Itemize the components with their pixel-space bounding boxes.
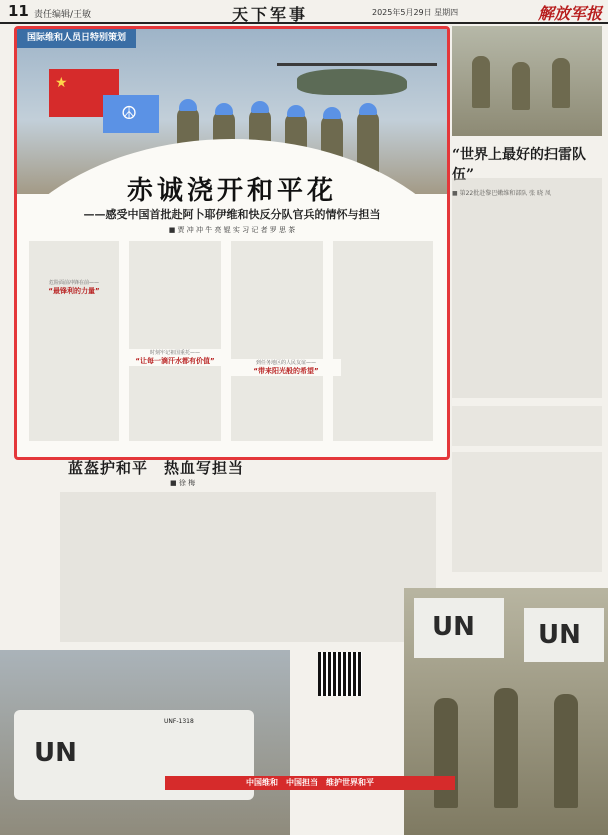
text-column [129, 241, 221, 451]
subhead-text: “最锋利的力量” [48, 287, 100, 295]
page-header [0, 0, 608, 24]
subhead-label: 危险面前冲锋在前—— [48, 280, 99, 286]
vehicle-photo [0, 650, 290, 835]
subhead-1 [29, 279, 119, 296]
subhead-2 [129, 349, 221, 366]
blue-helmet-icon [251, 101, 269, 113]
soldier-figure [472, 56, 490, 108]
qr-code-icon [318, 652, 362, 696]
un-sign [524, 608, 604, 662]
patrol-photo [404, 588, 608, 835]
text-column [231, 241, 323, 451]
subhead-3 [231, 359, 341, 376]
soldier-figure [512, 62, 530, 110]
un-sign-label: UN [432, 612, 475, 642]
feature-byline: ■ 贾 冲 冲 牛 亮 锟 实 习 记 者 罗 思 茶 [168, 226, 296, 234]
subhead-label: 时刻牢记祖国重托—— [149, 350, 200, 356]
right-photo [452, 26, 602, 136]
text-column [333, 241, 433, 451]
helicopter-rotor [277, 63, 437, 66]
un-sign [414, 598, 504, 658]
subhead-label: 到任务地区的人民友谊—— [255, 360, 316, 366]
news-brief [452, 406, 602, 446]
blue-helmet-icon [323, 107, 341, 119]
feature-title: 赤诚浇开和平花 [126, 176, 337, 206]
soldier-figure [494, 688, 518, 808]
right-article-title: “世界上最好的扫雷队伍” [452, 147, 587, 183]
paper-logo: 解放军报 [538, 4, 603, 23]
soldier-figure [554, 694, 578, 808]
china-flag-icon: ★ [49, 69, 119, 117]
soldier-figure [552, 58, 570, 108]
soldier-figure [434, 698, 458, 808]
feature-tag: 国际维和人员日特别策划 [17, 29, 136, 48]
feature-article [14, 26, 450, 460]
subhead-text: “让每一滴汗水都有价值” [135, 357, 215, 365]
right-article-byline: ■ 第22批赴黎巴嫩维和部队 张 晓 凤 [452, 190, 551, 197]
bottom-banner: 中国维和 中国担当 维护世界和平 [165, 776, 455, 790]
blue-helmet-icon [215, 103, 233, 115]
helicopter-image [297, 69, 407, 95]
text-column [29, 241, 119, 451]
section-title: 天下军事 [232, 5, 309, 24]
subhead-text: “带来阳光般的希望” [253, 367, 319, 375]
page-number: 11 [8, 2, 29, 20]
issue-date: 2025年5月29日 星期四 [372, 8, 459, 17]
un-vehicle-label: UN [34, 738, 77, 768]
blue-helmet-icon [359, 103, 377, 115]
feature-subtitle: ——感受中国首批赴阿卜耶伊维和快反分队官兵的情怀与担当 [83, 208, 381, 221]
blue-helmet-icon [179, 99, 197, 111]
editor-label: 责任编辑/王敏 [34, 10, 92, 20]
bottom-article-author: ■ 徐 梅 [170, 479, 196, 487]
news-brief [452, 452, 602, 572]
bottom-article-title: 蓝盔护和平 热血写担当 [68, 459, 245, 477]
bottom-article-body [60, 492, 436, 642]
un-flag-icon: ☮ [103, 95, 159, 133]
un-sign-label: UN [538, 620, 581, 650]
blue-helmet-icon [287, 105, 305, 117]
vehicle-plate: UNF-1318 [164, 718, 194, 725]
right-article-body [452, 178, 602, 398]
